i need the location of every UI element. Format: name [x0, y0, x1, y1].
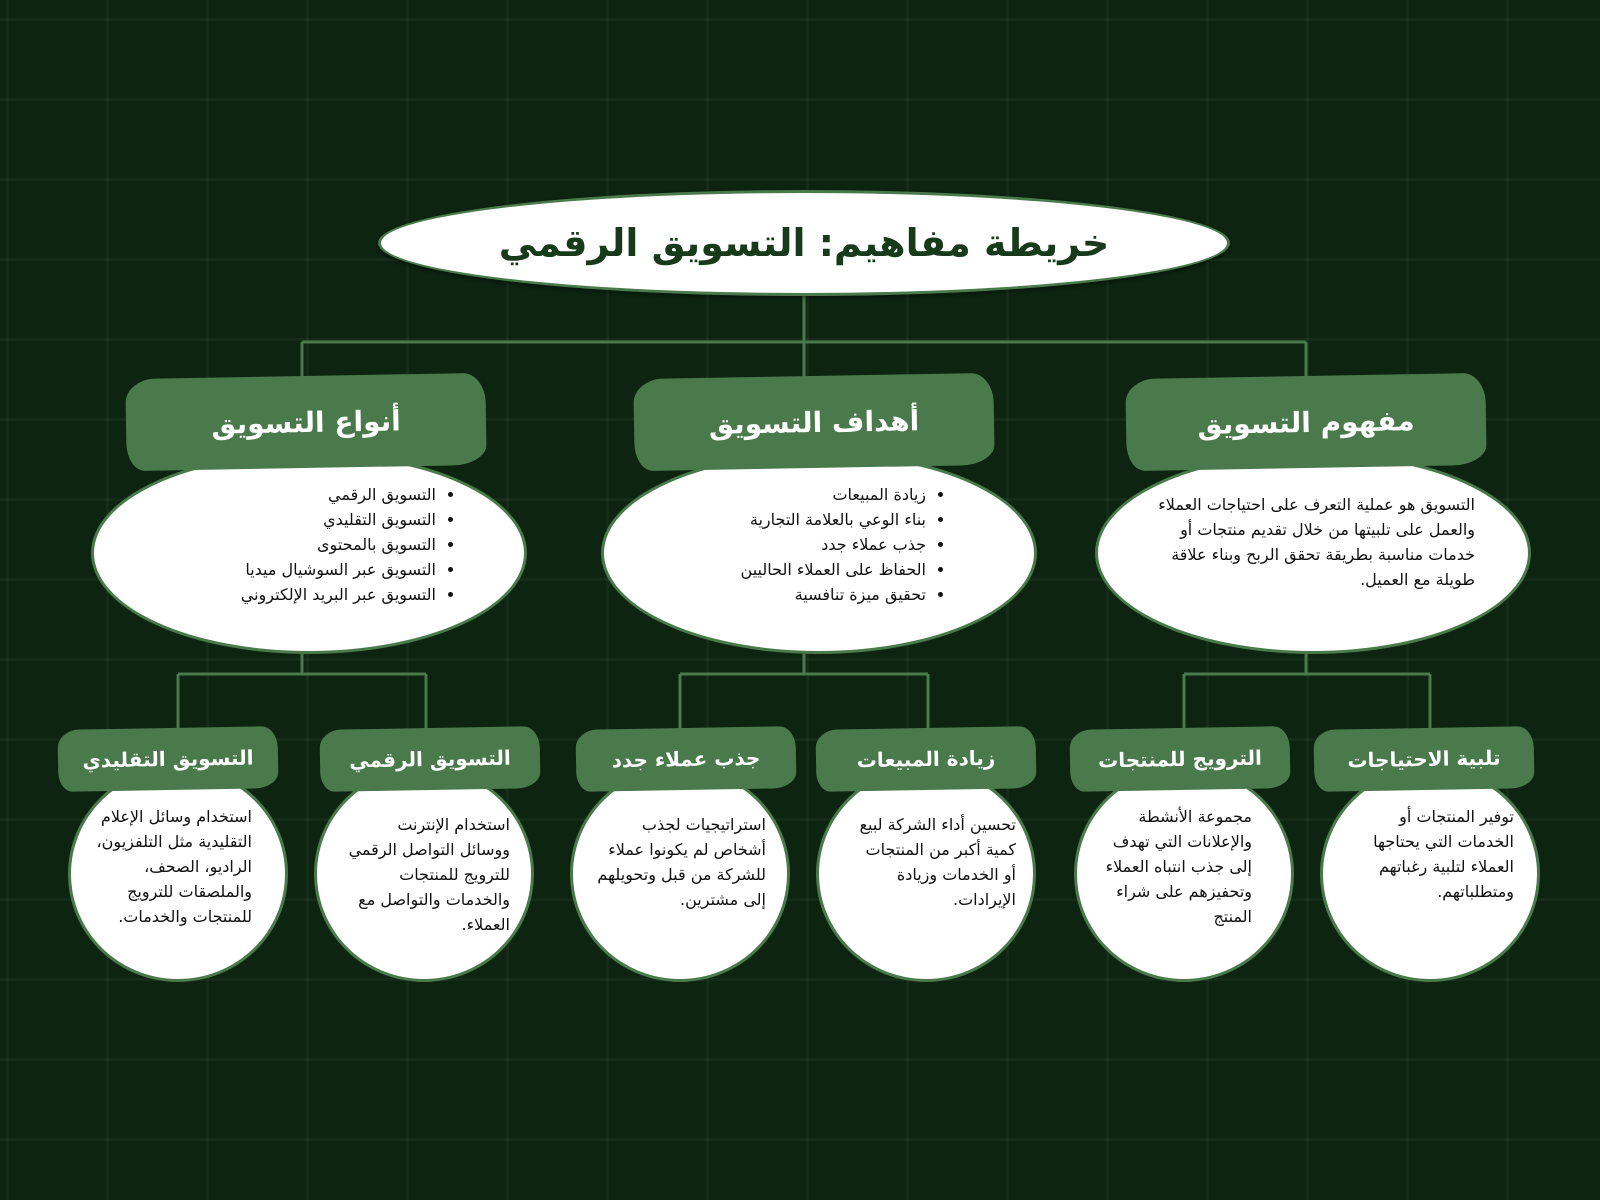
list-item: • تحقيق ميزة تنافسية — [666, 582, 926, 607]
new-customers-header — [575, 726, 796, 792]
types-header — [125, 373, 487, 471]
goals-heading: أهداف التسويق — [708, 403, 920, 441]
traditional-marketing-text: استخدام وسائل الإعلام التقليدية مثل التلفزيون، الراديو، الصحف، والملصقات للترويج للمنتجات والخدمات. — [96, 807, 252, 926]
goals-list — [666, 482, 946, 607]
promotion-heading: الترويج للمنتجات — [1097, 745, 1263, 773]
digital-marketing-header — [319, 726, 540, 792]
needs-text: توفير المنتجات أو الخدمات التي يحتاجها العملاء لتلبية رغباتهم ومتطلباتهم. — [1373, 807, 1514, 901]
list-item: • الحفاظ على العملاء الحاليين — [666, 557, 926, 582]
connector-left-branch — [178, 654, 426, 730]
page-title: خريطة مفاهيم: التسويق الرقمي — [498, 221, 1110, 265]
needs-heading: تلبية الاحتياجات — [1347, 745, 1501, 773]
concept-description: التسويق هو عملية التعرف على احتياجات العملاء والعمل على تلبيتها من خلال تقديم منتجات أو خدمات مناسبة بطريقة تحقق الربح وبناء علاقة طويلة مع العميل. — [1158, 495, 1475, 589]
types-heading: أنواع التسويق — [210, 403, 402, 441]
digital-marketing-text: استخدام الإنترنت ووسائل التواصل الرقمي للترويج للمنتجات والخدمات والتواصل مع العملاء. — [348, 815, 510, 934]
list-item: • التسويق عبر البريد الإلكتروني — [176, 582, 436, 607]
list-item: • جذب عملاء جدد — [666, 532, 926, 557]
traditional-marketing-heading: التسويق التقليدي — [82, 745, 254, 773]
concept-heading: مفهوم التسويق — [1197, 403, 1415, 441]
promotion-header — [1069, 726, 1290, 792]
list-item: • التسويق التقليدي — [176, 507, 436, 532]
types-list — [176, 482, 456, 607]
sales-heading: زيادة المبيعات — [856, 745, 996, 773]
concept-header — [1125, 373, 1487, 471]
list-item: • التسويق بالمحتوى — [176, 532, 436, 557]
new-customers-text: استراتيجيات لجذب أشخاص لم يكونوا عملاء للشركة من قبل وتحويلهم إلى مشترين. — [597, 815, 766, 909]
digital-marketing-heading: التسويق الرقمي — [349, 745, 511, 773]
promotion-text: مجموعة الأنشطة والإعلانات التي تهدف إلى جذب انتباه العملاء وتحفيزهم على شراء المنتج — [1105, 807, 1252, 926]
list-item: • بناء الوعي بالعلامة التجارية — [666, 507, 926, 532]
needs-header — [1313, 726, 1534, 792]
traditional-marketing-header — [57, 726, 278, 792]
connector-middle-branch — [680, 654, 928, 730]
sales-text: تحسين أداء الشركة لبيع كمية أكبر من المنتجات أو الخدمات وزيادة الإيرادات. — [859, 815, 1016, 909]
list-item: • زيادة المبيعات — [666, 482, 926, 507]
list-item: • التسويق الرقمي — [176, 482, 436, 507]
title-node — [378, 190, 1230, 296]
goals-header — [633, 373, 995, 471]
sales-header — [815, 726, 1036, 792]
list-item: • التسويق عبر السوشيال ميديا — [176, 557, 436, 582]
connector-right-branch — [1184, 654, 1430, 730]
new-customers-heading: جذب عملاء جدد — [611, 745, 761, 773]
